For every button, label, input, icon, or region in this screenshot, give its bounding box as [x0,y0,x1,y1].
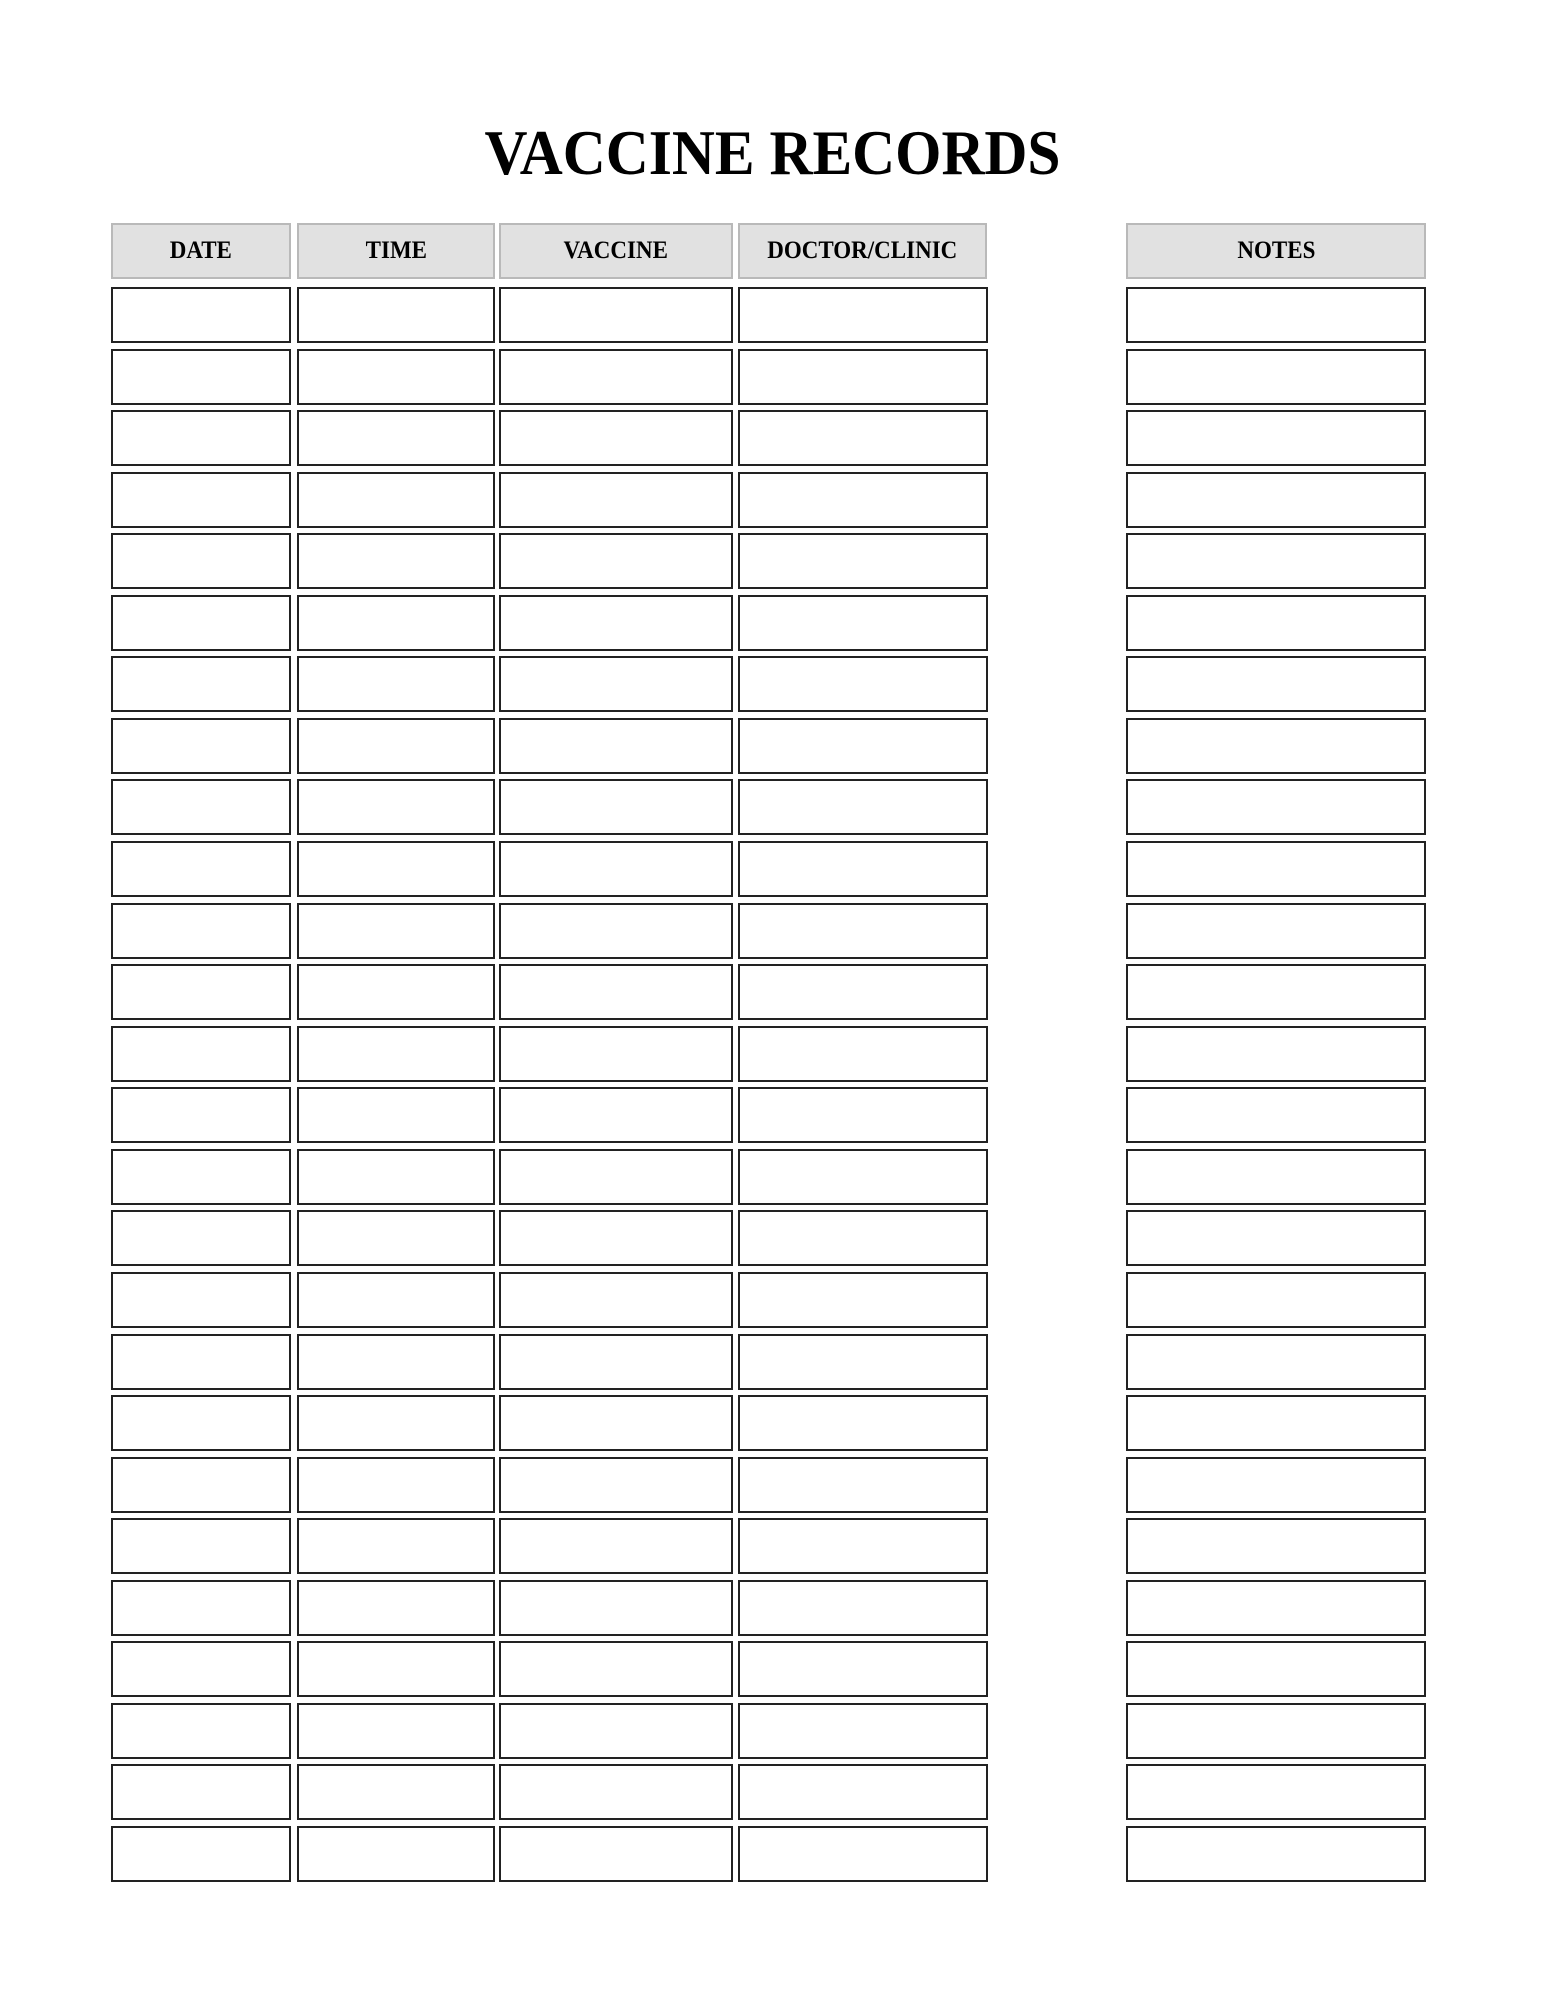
cell-doctor-clinic[interactable] [738,1826,988,1882]
column-header-label: NOTES [1237,237,1315,264]
cell-time[interactable] [297,1210,495,1266]
cell-date[interactable] [111,1764,291,1820]
cell-doctor-clinic[interactable] [738,1334,988,1390]
cell-date[interactable] [111,1272,291,1328]
cell-notes[interactable] [1126,410,1426,466]
cell-notes[interactable] [1126,1457,1426,1513]
cell-date[interactable] [111,1826,291,1882]
cell-date[interactable] [111,1026,291,1082]
cell-time[interactable] [297,1826,495,1882]
column-header-vaccine [499,223,733,279]
cell-date[interactable] [111,841,291,897]
cell-doctor-clinic[interactable] [738,964,988,1020]
cell-notes[interactable] [1126,1334,1426,1390]
cell-notes[interactable] [1126,1026,1426,1082]
cell-time[interactable] [297,1518,495,1574]
cell-vaccine[interactable] [499,841,733,897]
cell-doctor-clinic[interactable] [738,656,988,712]
cell-notes[interactable] [1126,349,1426,405]
cell-date[interactable] [111,779,291,835]
cell-notes[interactable] [1126,1272,1426,1328]
cell-date[interactable] [111,533,291,589]
cell-time[interactable] [297,1457,495,1513]
cell-vaccine[interactable] [499,1826,733,1882]
cell-date[interactable] [111,1703,291,1759]
cell-vaccine[interactable] [499,1149,733,1205]
cell-notes[interactable] [1126,1580,1426,1636]
cell-date[interactable] [111,410,291,466]
cell-doctor-clinic[interactable] [738,1457,988,1513]
cell-doctor-clinic[interactable] [738,1518,988,1574]
cell-time[interactable] [297,964,495,1020]
cell-notes[interactable] [1126,903,1426,959]
cell-date[interactable] [111,287,291,343]
column-header-label: DOCTOR/CLINIC [767,237,958,264]
cell-date[interactable] [111,472,291,528]
cell-notes[interactable] [1126,1149,1426,1205]
cell-time[interactable] [297,533,495,589]
cell-doctor-clinic[interactable] [738,1395,988,1451]
cell-notes[interactable] [1126,1210,1426,1266]
cell-time[interactable] [297,349,495,405]
cell-vaccine[interactable] [499,1641,733,1697]
cell-time[interactable] [297,1580,495,1636]
column-header-time [297,223,495,279]
cell-date[interactable] [111,1210,291,1266]
cell-date[interactable] [111,1641,291,1697]
cell-vaccine[interactable] [499,472,733,528]
cell-notes[interactable] [1126,1087,1426,1143]
cell-date[interactable] [111,656,291,712]
cell-notes[interactable] [1126,1703,1426,1759]
cell-date[interactable] [111,1580,291,1636]
cell-notes[interactable] [1126,1826,1426,1882]
cell-doctor-clinic[interactable] [738,472,988,528]
cell-doctor-clinic[interactable] [738,1026,988,1082]
cell-notes[interactable] [1126,841,1426,897]
cell-vaccine[interactable] [499,964,733,1020]
page-title: VACCINE RECORDS [484,117,1061,188]
cell-date[interactable] [111,964,291,1020]
cell-vaccine[interactable] [499,1518,733,1574]
cell-doctor-clinic[interactable] [738,1641,988,1697]
column-header-doctor-clinic [738,223,987,279]
cell-vaccine[interactable] [499,595,733,651]
cell-doctor-clinic[interactable] [738,718,988,774]
cell-time[interactable] [297,1641,495,1697]
cell-date[interactable] [111,1334,291,1390]
column-header-notes [1126,223,1426,279]
cell-time[interactable] [297,718,495,774]
cell-doctor-clinic[interactable] [738,1764,988,1820]
cell-time[interactable] [297,410,495,466]
cell-time[interactable] [297,1395,495,1451]
cell-time[interactable] [297,841,495,897]
cell-date[interactable] [111,1087,291,1143]
cell-doctor-clinic[interactable] [738,287,988,343]
cell-vaccine[interactable] [499,1580,733,1636]
cell-notes[interactable] [1126,287,1426,343]
cell-vaccine[interactable] [499,349,733,405]
cell-date[interactable] [111,1149,291,1205]
cell-doctor-clinic[interactable] [738,533,988,589]
cell-vaccine[interactable] [499,779,733,835]
cell-doctor-clinic[interactable] [738,1210,988,1266]
cell-time[interactable] [297,472,495,528]
cell-vaccine[interactable] [499,1272,733,1328]
cell-doctor-clinic[interactable] [738,349,988,405]
cell-vaccine[interactable] [499,1457,733,1513]
cell-doctor-clinic[interactable] [738,410,988,466]
column-header-date [111,223,291,279]
cell-vaccine[interactable] [499,533,733,589]
cell-vaccine[interactable] [499,1026,733,1082]
cell-time[interactable] [297,1272,495,1328]
cell-time[interactable] [297,595,495,651]
cell-doctor-clinic[interactable] [738,1087,988,1143]
cell-vaccine[interactable] [499,410,733,466]
cell-notes[interactable] [1126,718,1426,774]
cell-vaccine[interactable] [499,287,733,343]
column-header-label: DATE [169,237,233,264]
cell-doctor-clinic[interactable] [738,903,988,959]
cell-date[interactable] [111,903,291,959]
cell-vaccine[interactable] [499,1395,733,1451]
cell-vaccine[interactable] [499,1703,733,1759]
cell-notes[interactable] [1126,1518,1426,1574]
cell-doctor-clinic[interactable] [738,779,988,835]
cell-time[interactable] [297,1149,495,1205]
cell-notes[interactable] [1126,1395,1426,1451]
cell-date[interactable] [111,1395,291,1451]
cell-time[interactable] [297,1703,495,1759]
cell-vaccine[interactable] [499,718,733,774]
cell-time[interactable] [297,1334,495,1390]
cell-time[interactable] [297,287,495,343]
cell-time[interactable] [297,1026,495,1082]
cell-doctor-clinic[interactable] [738,1580,988,1636]
cell-notes[interactable] [1126,595,1426,651]
cell-vaccine[interactable] [499,1334,733,1390]
cell-date[interactable] [111,595,291,651]
cell-date[interactable] [111,349,291,405]
cell-time[interactable] [297,656,495,712]
cell-doctor-clinic[interactable] [738,1149,988,1205]
cell-date[interactable] [111,1518,291,1574]
cell-notes[interactable] [1126,656,1426,712]
cell-vaccine[interactable] [499,903,733,959]
cell-vaccine[interactable] [499,656,733,712]
cell-vaccine[interactable] [499,1087,733,1143]
cell-notes[interactable] [1126,779,1426,835]
column-header-label: VACCINE [563,237,669,264]
cell-vaccine[interactable] [499,1210,733,1266]
cell-notes[interactable] [1126,1764,1426,1820]
cell-time[interactable] [297,1764,495,1820]
cell-time[interactable] [297,1087,495,1143]
cell-vaccine[interactable] [499,1764,733,1820]
cell-date[interactable] [111,718,291,774]
cell-time[interactable] [297,903,495,959]
cell-notes[interactable] [1126,472,1426,528]
cell-doctor-clinic[interactable] [738,595,988,651]
cell-notes[interactable] [1126,1641,1426,1697]
cell-doctor-clinic[interactable] [738,1272,988,1328]
cell-date[interactable] [111,1457,291,1513]
cell-doctor-clinic[interactable] [738,841,988,897]
cell-time[interactable] [297,779,495,835]
cell-notes[interactable] [1126,533,1426,589]
cell-doctor-clinic[interactable] [738,1703,988,1759]
cell-notes[interactable] [1126,964,1426,1020]
column-header-label: TIME [365,237,427,264]
